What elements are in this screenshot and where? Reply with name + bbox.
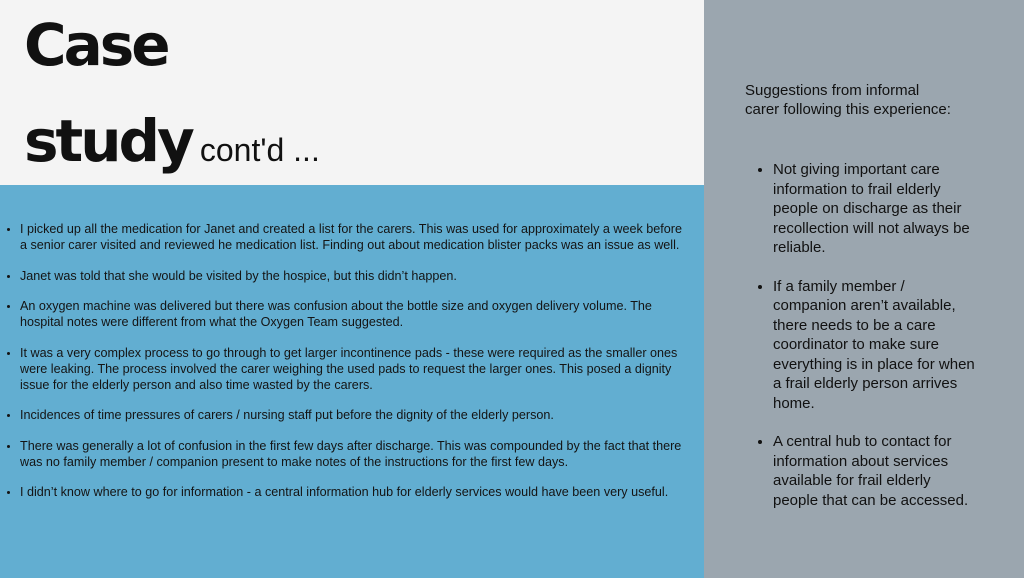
- suggestions-intro: Suggestions from informal carer following this experience:: [745, 82, 951, 118]
- case-detail-item: • I picked up all the medication for Janet and created a list for the carers. This was used for approximately a week before a senior carer visited and reviewed he medication list. Finding out about medication blister packs was an issue as well.: [20, 221, 690, 253]
- title-word-study: study: [24, 107, 192, 175]
- suggestion-item: • A central hub to contact for information about services available for frail elderly people that can be accessed.: [773, 432, 978, 510]
- case-detail-item: • There was generally a lot of confusion in the first few days after discharge. This was compounded by the fact that there was no family member / companion present to make notes of the instructions for the first few days.: [20, 438, 690, 470]
- title-area: [0, 0, 704, 185]
- case-details-panel: [0, 185, 704, 578]
- suggestion-item: • If a family member / companion aren’t available, there needs to be a care coordinator to make sure everything is in place for when a frail elderly person arrives home.: [773, 277, 978, 414]
- case-detail-item: • Incidences of time pressures of carers / nursing staff put before the dignity of the elderly person.: [20, 407, 690, 423]
- title-suffix: cont'd ...: [199, 132, 320, 168]
- title-line-2: [24, 107, 320, 175]
- case-detail-item: • It was a very complex process to go through to get larger incontinence pads - these were required as the smaller ones were leaking. The process involved the carer weighing the used pads to request the larger ones. This posed a dignity issue for the elderly person and also time wasted by the carers.: [20, 345, 690, 393]
- suggestion-item: • Not giving important care information to frail elderly people on discharge as their recollection will not always be reliable.: [773, 160, 978, 258]
- title-line-1: Case: [24, 11, 168, 79]
- case-detail-item: • Janet was told that she would be visited by the hospice, but this didn’t happen.: [20, 268, 690, 284]
- suggestions-panel: [704, 0, 1024, 578]
- case-detail-item: • An oxygen machine was delivered but there was confusion about the bottle size and oxygen delivery volume. The hospital notes were different from what the Oxygen Team suggested.: [20, 298, 690, 330]
- case-details-list: [0, 221, 690, 515]
- suggestions-list: [753, 160, 978, 529]
- case-detail-item: • I didn’t know where to go for information - a central information hub for elderly services would have been very useful.: [20, 484, 690, 500]
